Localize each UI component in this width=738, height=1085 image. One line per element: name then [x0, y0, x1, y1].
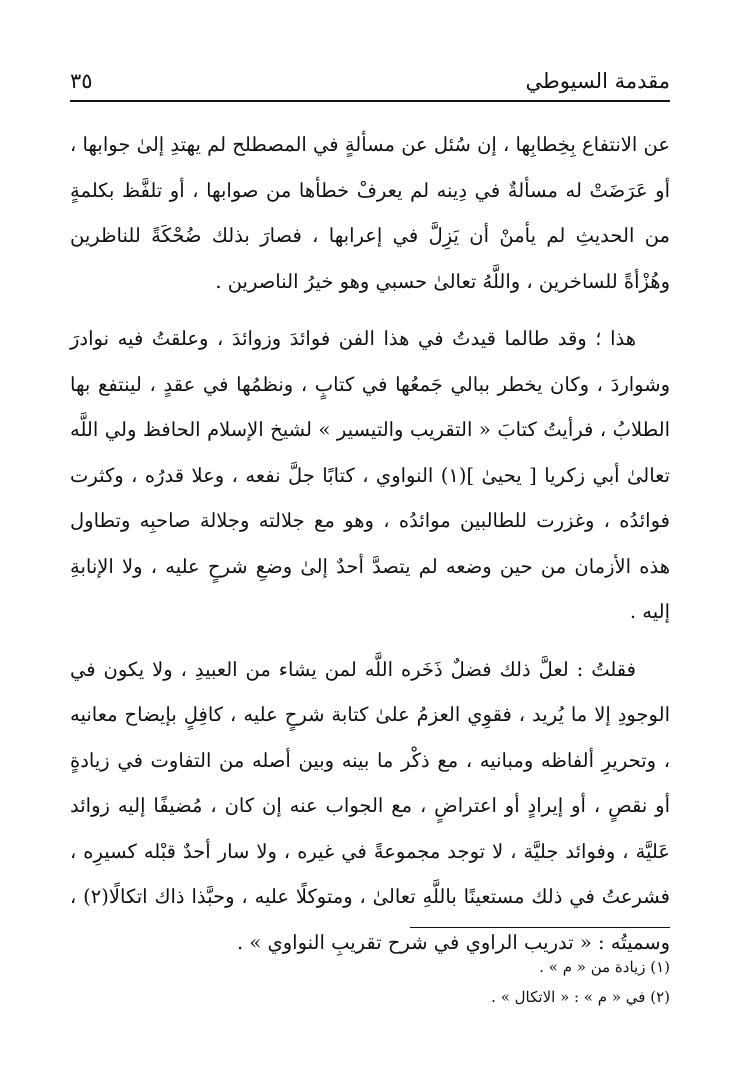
- footnotes: [70, 952, 670, 1012]
- body-text: [70, 122, 670, 977]
- page-number: ٣٥: [70, 69, 93, 93]
- footnote-divider: [410, 927, 670, 928]
- paragraph-3: فقلتُ : لعلَّ ذلك فضلٌ ذَخَره اللَّه لمن يشاء من العبيدِ ، ولا يكون في الوجودِ إلا ما يُريد ، فقوِي العزمُ علىٰ كتابة شرحٍ عليه ، كافِلٍ بإيضاح معانيه ، وتحريرِ ألفاظه ومبانيه ، مع ذكْر ما بينه وبين أصله من التفاوت في زيادةٍ أو نقصٍ ، أو إيرادٍ أو اعتراضٍ ، مع الجواب عنه إن كان ، مُضيفًا إليه زوائد عَليَّة ، وفوائد جليَّة ، لا توجد مجموعةً في غيره ، ولا سار أحدٌ قبْله كسيرِه ، فشرعتُ في ذلك مستعينًا باللَّهِ تعالىٰ ، ومتوكلًا عليه ، وحبَّذا ذاك اتكالًا(٢) ، وسميتُه : « تدريب الراوي في شرح تقريبِ النواوي » .: [70, 657, 671, 954]
- running-header: [70, 66, 670, 102]
- footnote-1: (١) زيادة من « م » .: [539, 958, 670, 976]
- book-page: [70, 0, 670, 1085]
- running-title: مقدمة السيوطي: [525, 69, 670, 93]
- paragraph-1: عن الانتفاع بِخِطابِها ، إن سُئل عن مسألةٍ في المصطلح لم يهتدِ إلىٰ جوابها ، أو عَرَضَتْ له مسألةٌ في دِينه لم يعرفْ خطأها من صوابها ، أو تلفَّظ بكلمةٍ من الحديثِ لم يأمنْ أن يَزِلَّ في إعرابها ، فصارَ بذلك ضُحْكَةً للناظرين وهُزْأةً للساخرين ، واللَّهُ تعالىٰ حسبي وهو خيرُ الناصرين .: [70, 133, 670, 293]
- footnote-2: (٢) في « م » : « الاتكال » .: [491, 988, 670, 1006]
- paragraph-2: هذا ؛ وقد طالما قيدتُ في هذا الفن فوائدَ وزوائدَ ، وعلقتُ فيه نوادرَ وشواردَ ، وكان يخطر ببالي جَمعُها في كتابٍ ، ونظمُها في عقدٍ ، لينتفع بها الطلابُ ، فرأيتُ كتابَ « التقريب والتيسير » لشيخ الإسلام الحافظ ولي اللَّه تعالىٰ أبي زكريا [ يحيىٰ ](١) النواوي ، كتابًا جلَّ نفعه ، وعلا قدرُه ، وكثرت فوائدُه ، وغزرت للطالبين موائدُه ، وهو مع جلالته وجلالة صاحبِه وتطاول هذه الأزمان من حين وضعه لم يتصدَّ أحدٌ إلىٰ وضعِ شرحٍ عليه ، ولا الإنابةِ إليه .: [70, 327, 670, 623]
